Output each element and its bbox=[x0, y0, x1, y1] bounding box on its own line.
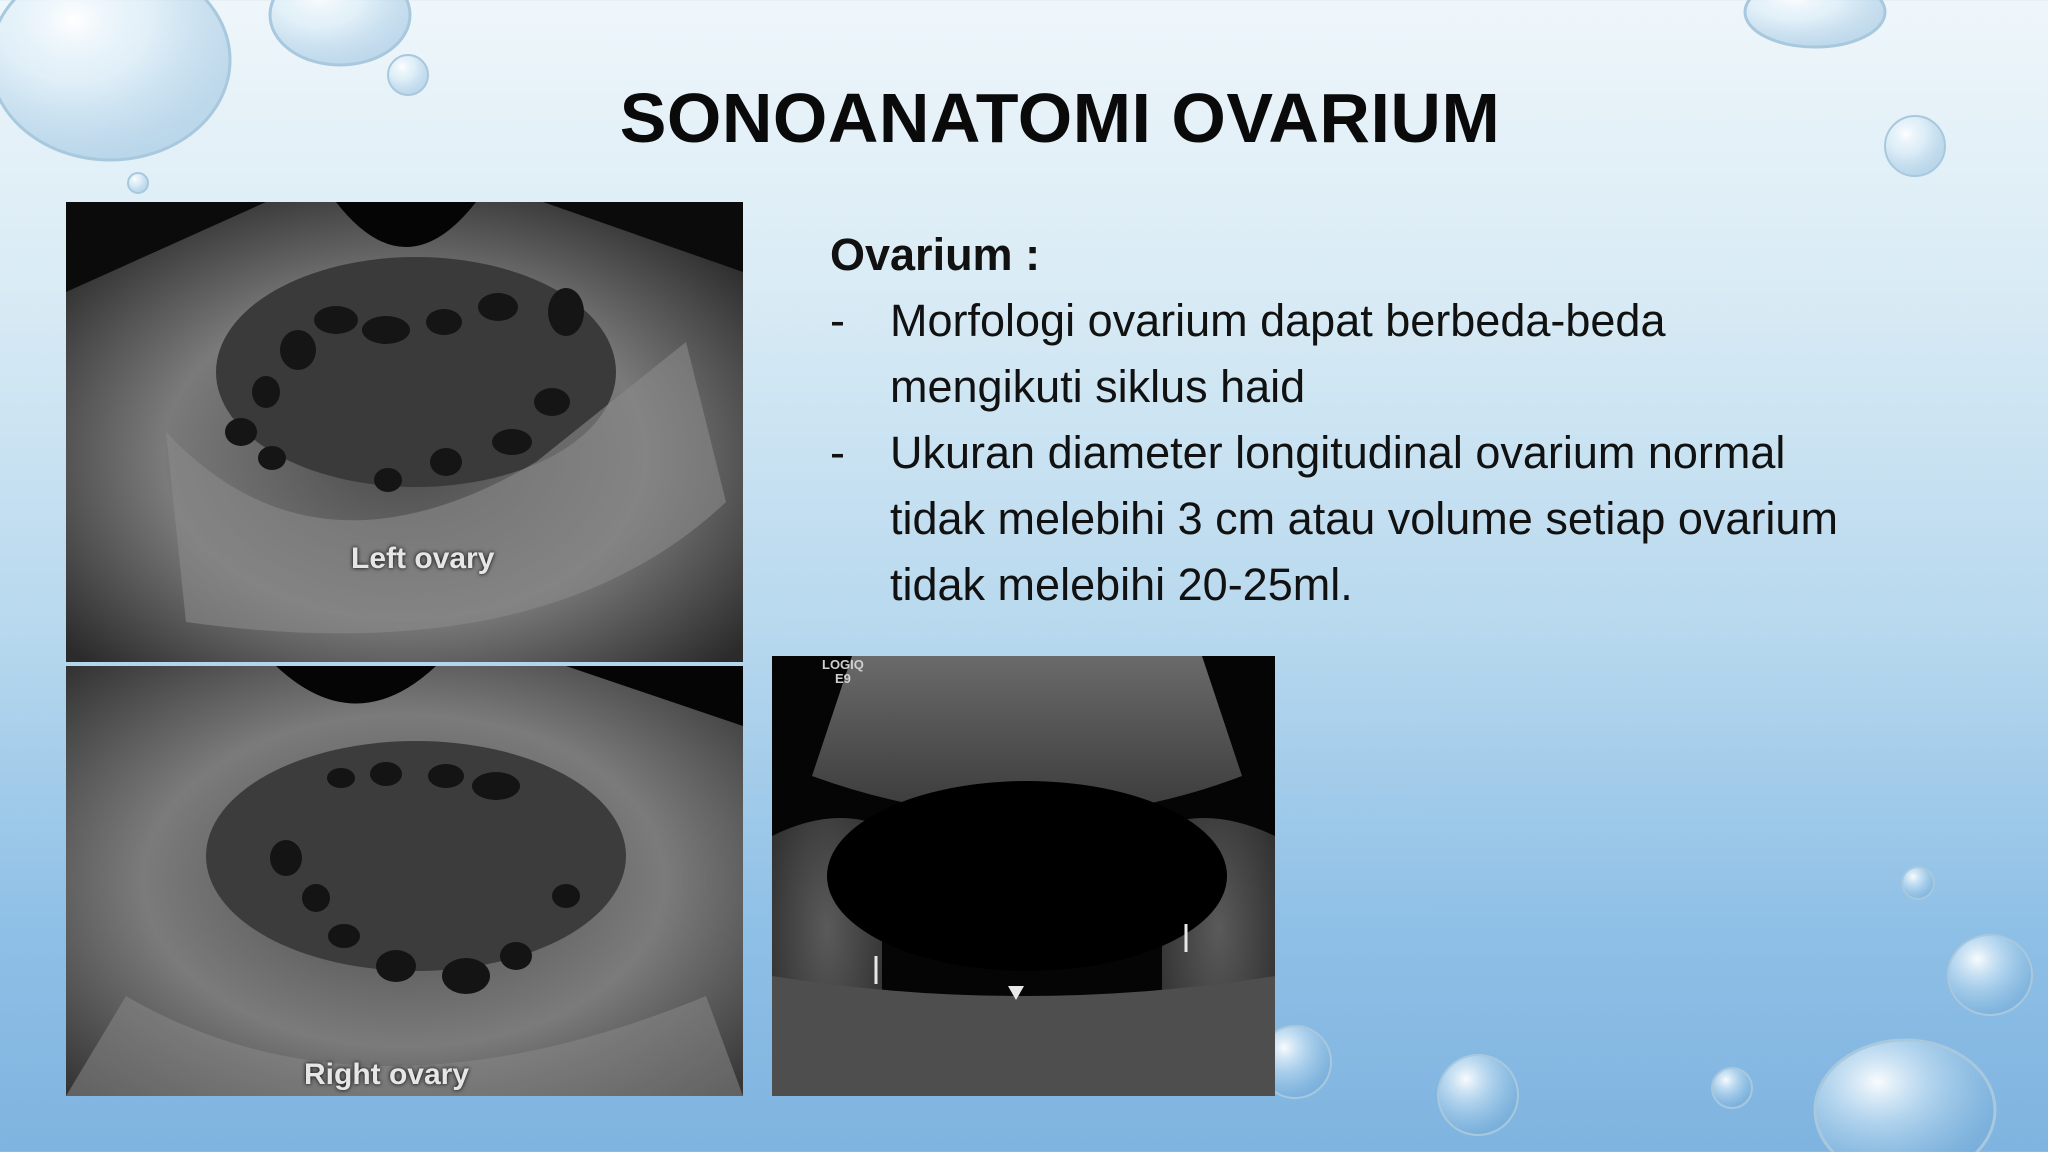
device-label bbox=[822, 658, 864, 686]
slide-title: SONOANATOMI OVARIUM bbox=[619, 79, 1501, 157]
bullet-line: mengikuti siklus haid bbox=[890, 361, 1306, 412]
bullet-line: tidak melebihi 3 cm atau volume setiap ovarium bbox=[890, 493, 1838, 544]
ultrasound-image-pelvic bbox=[772, 656, 1275, 1096]
content-text-block bbox=[830, 222, 1980, 618]
ultrasound-image-left-ovary bbox=[66, 202, 743, 662]
bullet-item bbox=[830, 288, 1980, 420]
left-ovary-label: Left ovary bbox=[351, 542, 495, 575]
device-label-line: LOGIQ bbox=[822, 657, 864, 672]
content-heading: Ovarium : bbox=[830, 229, 1041, 280]
bullet-line: Morfologi ovarium dapat berbeda-beda bbox=[890, 295, 1666, 346]
device-label-line: E9 bbox=[834, 671, 851, 686]
bullet-line: Ukuran diameter longitudinal ovarium normal bbox=[890, 427, 1786, 478]
bullet-dash: - bbox=[830, 427, 845, 478]
bullet-line: tidak melebihi 20-25ml. bbox=[890, 559, 1353, 610]
bullet-item bbox=[830, 420, 1980, 618]
bullet-dash: - bbox=[830, 295, 845, 346]
ultrasound-image-right-ovary bbox=[66, 666, 743, 1096]
right-ovary-label: Right ovary bbox=[304, 1058, 470, 1091]
